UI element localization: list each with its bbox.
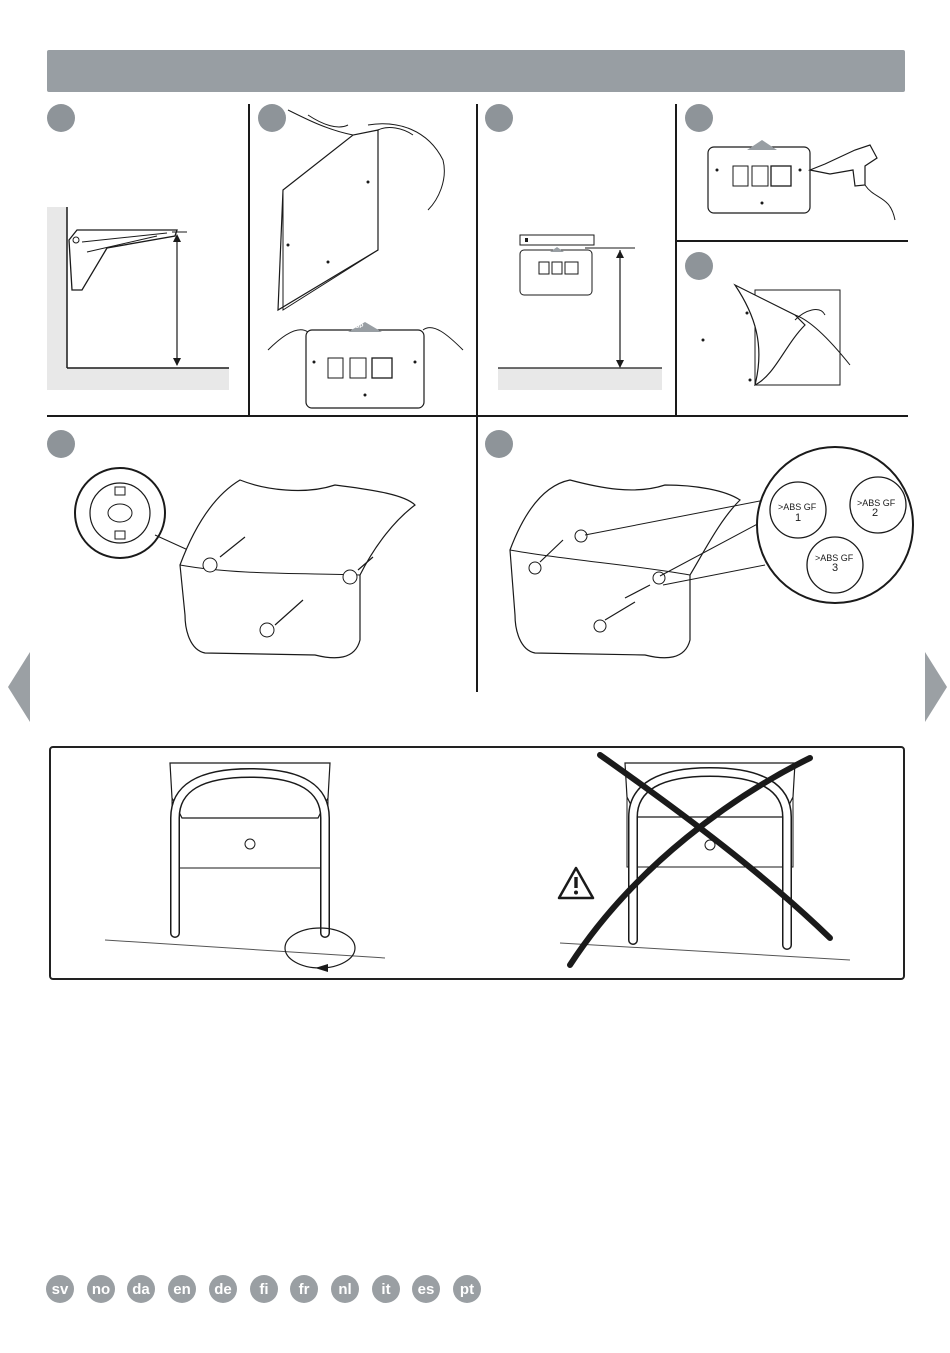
lang-badge-fi[interactable]: fi bbox=[250, 1275, 278, 1303]
step3-illustration bbox=[495, 230, 665, 395]
step4-illustration bbox=[705, 140, 905, 225]
abs-label-1: >ABS GF bbox=[778, 502, 817, 512]
step-badge-1 bbox=[47, 104, 75, 132]
step1-illustration bbox=[47, 200, 247, 395]
next-page-arrow[interactable] bbox=[925, 652, 947, 722]
step-badge-6 bbox=[47, 430, 75, 458]
correct-level-illustration bbox=[100, 758, 390, 973]
lang-badge-sv[interactable]: sv bbox=[46, 1275, 74, 1303]
step-badge-3 bbox=[485, 104, 513, 132]
divider-h-right bbox=[676, 240, 908, 242]
step5-illustration bbox=[695, 285, 860, 395]
divider-h-main bbox=[47, 415, 908, 417]
divider-v2 bbox=[476, 104, 478, 692]
abs-number-1: 1 bbox=[795, 512, 802, 524]
divider-v3 bbox=[675, 104, 677, 416]
template-up-label-2: UP bbox=[355, 324, 364, 330]
step7-illustration bbox=[505, 440, 915, 680]
step-badge-4 bbox=[685, 104, 713, 132]
lang-badge-da[interactable]: da bbox=[127, 1275, 155, 1303]
step-badge-5 bbox=[685, 252, 713, 280]
lang-badge-de[interactable]: de bbox=[209, 1275, 237, 1303]
lang-badge-es[interactable]: es bbox=[412, 1275, 440, 1303]
lang-badge-no[interactable]: no bbox=[87, 1275, 115, 1303]
header-bar bbox=[47, 50, 905, 92]
incorrect-crossed-illustration bbox=[555, 755, 855, 970]
abs-number-2: 2 bbox=[872, 507, 879, 519]
lang-badge-en[interactable]: en bbox=[168, 1275, 196, 1303]
lang-badge-it[interactable]: it bbox=[372, 1275, 400, 1303]
lang-badge-fr[interactable]: fr bbox=[290, 1275, 318, 1303]
prev-page-arrow[interactable] bbox=[8, 652, 30, 722]
lang-badge-pt[interactable]: pt bbox=[453, 1275, 481, 1303]
step2-illustration bbox=[268, 110, 468, 410]
step6-illustration bbox=[75, 465, 425, 675]
divider-v1 bbox=[248, 104, 250, 416]
abs-label-3: >ABS GF bbox=[815, 553, 854, 563]
lang-badge-nl[interactable]: nl bbox=[331, 1275, 359, 1303]
warning-triangle-icon bbox=[557, 866, 595, 900]
abs-number-3: 3 bbox=[832, 562, 839, 574]
abs-label-2: >ABS GF bbox=[857, 498, 896, 508]
